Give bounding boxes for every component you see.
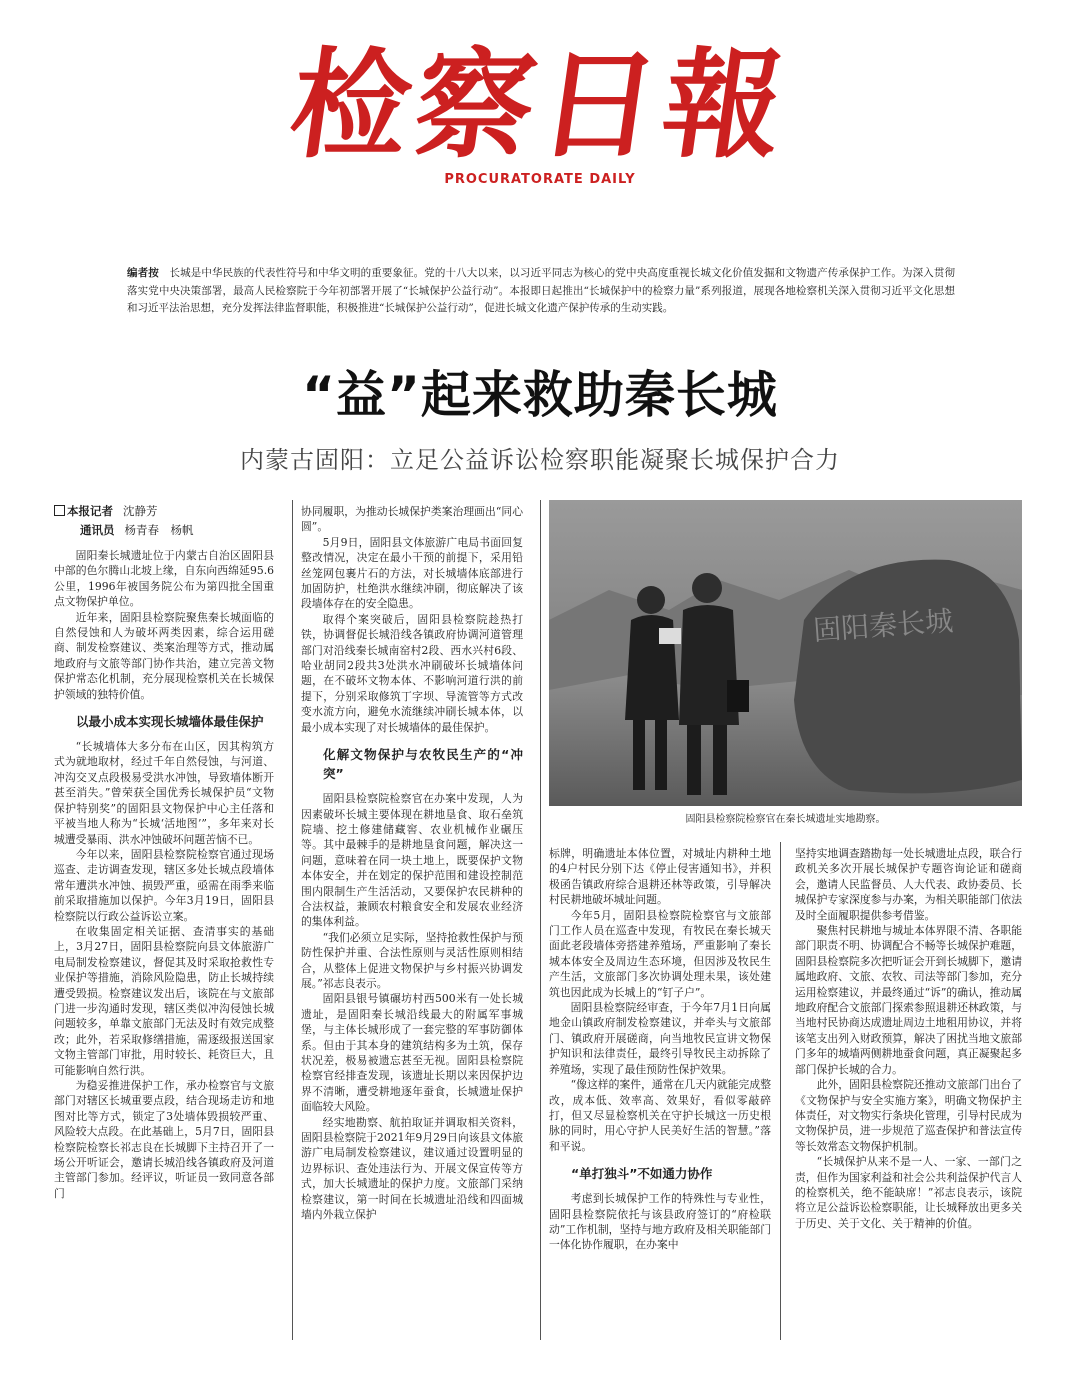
column-rule [780, 842, 781, 1340]
paragraph: 固阳秦长城遗址位于内蒙古自治区固阳县中部的色尔腾山北坡上缘，自东向西绵延95.6公里，1996年被国务院公布为第四批全国重点文物保护单位。 [54, 549, 274, 609]
byline-reporter: 本报记者 沈静芳 [54, 502, 274, 521]
paragraph: 今年5月，固阳县检察院检察官与文旅部门工作人员在巡查中发现，有牧民在秦长城天面此老段墙体旁搭建养殖场，严重影响了秦长城本体安全及周边生态环境，但因涉及牧民生产生活，文旅部门多次协调处理未果，该处建筑也因此成为长城上的“钉子户”。 [549, 908, 771, 999]
paragraph: 在收集固定相关证据、查清事实的基础上，3月27日，固阳县检察院向县文体旅游广电局制发检察建议，督促其及时采取抢救性专业保护等措施，消除风险隐患，防止长城持续遭受毁损。检察建议发出后，该院在与文旅部门进一步沟通时发现，辖区类似冲沟侵蚀长城问题较多，单靠文旅部门无法及时有效完成整改；此外，若采取修缮措施，需逐级报送国家文物主管部门审批，用时较长、耗资巨大，且可能影响自然行洪。 [54, 924, 274, 1077]
masthead [0, 30, 1080, 180]
column-1-body [54, 548, 274, 1201]
masthead-logo: 检察日報 [282, 35, 798, 174]
paragraph: 固阳县检察院检察官在办案中发现，人为因素破坏长城主要体现在耕地垦食、取石垒筑院墙、挖土修建储藏窖、农业机械作业碾压等。其中最棘手的是耕地垦食问题，解决这一问题，意味着在同一块土地上，既要保护文物本体安全，并在划定的保护范围和建设控制范围内限制生产生活活动，又要保护农民耕种的合法权益，兼顾农村粮食安全和发展农业经济的集体利益。 [301, 792, 523, 929]
paragraph: 取得个案突破后，固阳县检察院趁热打铁，协调督促长城沿线各镇政府协调河道管理部门对沿线秦长城南窑村2段、西水兴村6段、哈业胡同2段共3处洪水冲刷破坏长城墙体问题，在不破坏文物本体、不影响河道行洪的前提下，分别采取修筑丁字坝、导流管等方式改变水流方向，避免水流继续冲刷长城本体，以最小成本实现了对长城墙体的最佳保护。 [301, 612, 523, 734]
subhead: 内蒙古固阳：立足公益诉讼检察职能凝聚长城保护合力 [240, 446, 840, 474]
paragraph: 聚焦村民耕地与城址本体界限不清、各职能部门职责不明、协调配合不畅等长城保护难题，固阳县检察院多次把听证会开到长城脚下，邀请属地政府、文旅、农牧、司法等部门参加，充分运用检察建议，并最终通过“诉”的确认，推动属地政府配合文旅部门探索参照退耕还林政策，与当地村民协商达成遗址周边土地租用协议，并将该笔支出列入财政预算，解决了困扰当地文旅部门多年的城墙两侧耕地蚕食问题，真正凝聚起多部门保护长城的合力。 [795, 924, 1022, 1076]
column-2 [301, 504, 523, 1340]
paragraph: 5月9日，固阳县文体旅游广电局书面回复整改情况，决定在最小干预的前提下，采用铅丝笼网包裹片石的方法，对长城墙体底部进行加固防护，杜绝洪水继续冲刷，彻底解决了该段墙体存在的安全隐患。 [301, 535, 523, 611]
column-2-body [301, 504, 523, 1222]
stone-monument [794, 560, 1022, 794]
paragraph: 固阳县检察院经审查，于今年7月1日向属地金山镇政府制发检察建议，并牵头与文旅部门、镇政府开展磋商，向当地牧民宣讲文物保护知识和法律责任，最终引导牧民主动拆除了养殖场，实现了最佳预防性保护效果。 [549, 1001, 771, 1076]
paragraph: “长城墙体大多分布在山区，因其构筑方式为就地取材，经过千年自然侵蚀，与河道、冲沟交叉点段极易受洪水冲蚀，导致墙体断开甚至消失。”曾荣获全国优秀长城保护员“文物保护特别奖”的固阳县文物保护中心主任落和平被当地人称为“长城‘活地图’”，多年来对长城遭受暴雨、洪水冲蚀破坏问题苦恼不已。 [54, 740, 274, 846]
paragraph: 此外，固阳县检察院还推动文旅部门出台了《文物保护与安全实施方案》，明确文物保护主体责任，对文物实行条块化管理，引导村民成为文物保护员，进一步规范了巡查保护和普法宣传等长效常态文物保护机制。 [795, 1078, 1022, 1153]
section-heading: 化解文物保护与农牧民生产的“冲突” [323, 747, 523, 782]
paragraph: 经实地勘察、航拍取证并调取相关资料，固阳县检察院于2021年9月29日向该县文体旅游广电局制发检察建议，建议通过设置明显的边界标识、查处违法行为、开展文保宣传等方式，加大长城遗址的保护力度。文旅部门采纳检察建议，第一时间在长城遗址沿线和四面城墙内外栽立保护 [301, 1115, 523, 1222]
column-4 [795, 846, 1022, 1340]
column-rule [540, 500, 541, 1340]
article-photo [549, 500, 1022, 806]
column-1 [54, 502, 274, 1342]
paragraph: “像这样的案件，通常在几天内就能完成整改，成本低、效率高、效果好，看似零敲碎打，但又尽显检察机关在守护长城这一历史根脉的同时，用心守护人民美好生活的智慧。”落和平说。 [549, 1078, 771, 1153]
editor-note-text: 长城是中华民族的代表性符号和中华文明的重要象征。党的十八大以来，以习近平同志为核心的党中央高度重视长城文化价值发掘和文物遗产传承保护工作。为深入贯彻落实党中央决策部署，最高人民检察院于今年初部署开展了“长城保护公益行动”。本报即日起推出“长城保护中的检察力量”系列报道，展现各地检察机关深入贯彻习近平文化思想和习近平法治思想，充分发挥法律监督职能，积极推进“长城保护公益行动”，促进长城文化遗产保护传承的生动实践。 [127, 267, 956, 314]
editor-note [127, 265, 955, 318]
paragraph: 坚持实地调查踏勘每一处长城遗址点段，联合行政机关多次开展长城保护专题咨询论证和磋商会，邀请人民监督员、人大代表、政协委员、长城保护专家深度参与办案，为相关职能部门依法及时全面履职提供参考借鉴。 [795, 847, 1022, 922]
column-4-body [795, 846, 1022, 1231]
byline-correspondent: 通讯员 杨青春 杨帆 [80, 523, 194, 537]
column-rule [292, 500, 293, 1340]
column-3 [549, 846, 771, 1340]
paragraph: “长城保护从来不是一人、一家、一部门之责，但作为国家利益和社会公共利益保护代言人的检察机关，绝不能缺席！”祁志良表示，该院将立足公益诉讼检察职能，让长城释放出更多关于历史、关于文化、关于精神的价值。 [795, 1155, 1022, 1230]
photo-illustration [549, 500, 1022, 806]
paragraph: 标牌，明确遗址本体位置，对城址内耕种土地的4户村民分别下达《停止侵害通知书》，并积极函告镇政府综合退耕还林等政策，引导解决村民耕地破坏城址问题。 [549, 847, 771, 907]
photo-caption: 固阳县检察院检察官在秦长城遗址实地勘察。 [685, 814, 886, 825]
column-3-body [549, 846, 771, 1253]
paragraph: 考虑到长城保护工作的特殊性与专业性，固阳县检察院依托与该县政府签订的“府检联动”工作机制，坚持与地方政府及相关职能部门一体化协作履职，在办案中 [549, 1192, 771, 1252]
paragraph: “我们必须立足实际，坚持抢救性保护与预防性保护并重、合法性原则与灵活性原则相结合，从整体上促进文物保护与乡村振兴协调发展。”祁志良表示。 [301, 930, 523, 990]
byline [54, 502, 274, 540]
headline: “益”起来救助秦长城 [302, 366, 778, 424]
editor-note-label: 编者按 [127, 267, 159, 279]
masthead-english: PROCURATORATE DAILY [444, 172, 636, 187]
section-heading: 以最小成本实现长城墙体最佳保护 [76, 714, 264, 730]
paragraph: 固阳县银号镇碾坊村西500米有一处长城遗址，是固阳秦长城沿线最大的附属军事城堡，与主体长城形成了一套完整的军事防御体系。但由于其本身的建筑结构多为土筑，保存状况差，极易被遗忘甚至无视。固阳县检察院检察官经排查发现，该遗址长期以来因保护边界不清晰，遭受耕地逐年蚕食，长城遗址保护面临较大风险。 [301, 992, 523, 1114]
stone-inscription: 固阳秦长城 [812, 604, 955, 647]
paragraph: 近年来，固阳县检察院聚焦秦长城面临的自然侵蚀和人为破坏两类因素，综合运用磋商、制发检察建议、类案治理等方式，推动属地政府与文旅等部门协作共治，建立完善文物保护常态化机制，充分展现检察机关在长城保护领域的独特价值。 [54, 610, 274, 701]
paragraph: 为稳妥推进保护工作，承办检察官与文旅部门对辖区长城重要点段，结合现场走访和地图对比等方式，锁定了3处墙体毁损较严重、风险较大点段。在此基础上，5月7日，固阳县检察院检察长祁志良在长城脚下主持召开了一场公开听证会，邀请长城沿线各镇政府及河道主管部门参加。经评议，听证员一致同意各部门 [54, 1079, 274, 1200]
section-heading: “单打独斗”不如通力协作 [571, 1166, 713, 1182]
paragraph: 协同履职，为推动长城保护类案治理画出“同心圆”。 [301, 505, 523, 534]
paragraph: 今年以来，固阳县检察院检察官通过现场巡查、走访调查发现，辖区多处长城点段墙体常年遭洪水冲蚀、损毁严重，亟需在雨季来临前采取措施加以保护。今年3月19日，固阳县检察院以行政公益诉讼立案。 [54, 847, 274, 923]
